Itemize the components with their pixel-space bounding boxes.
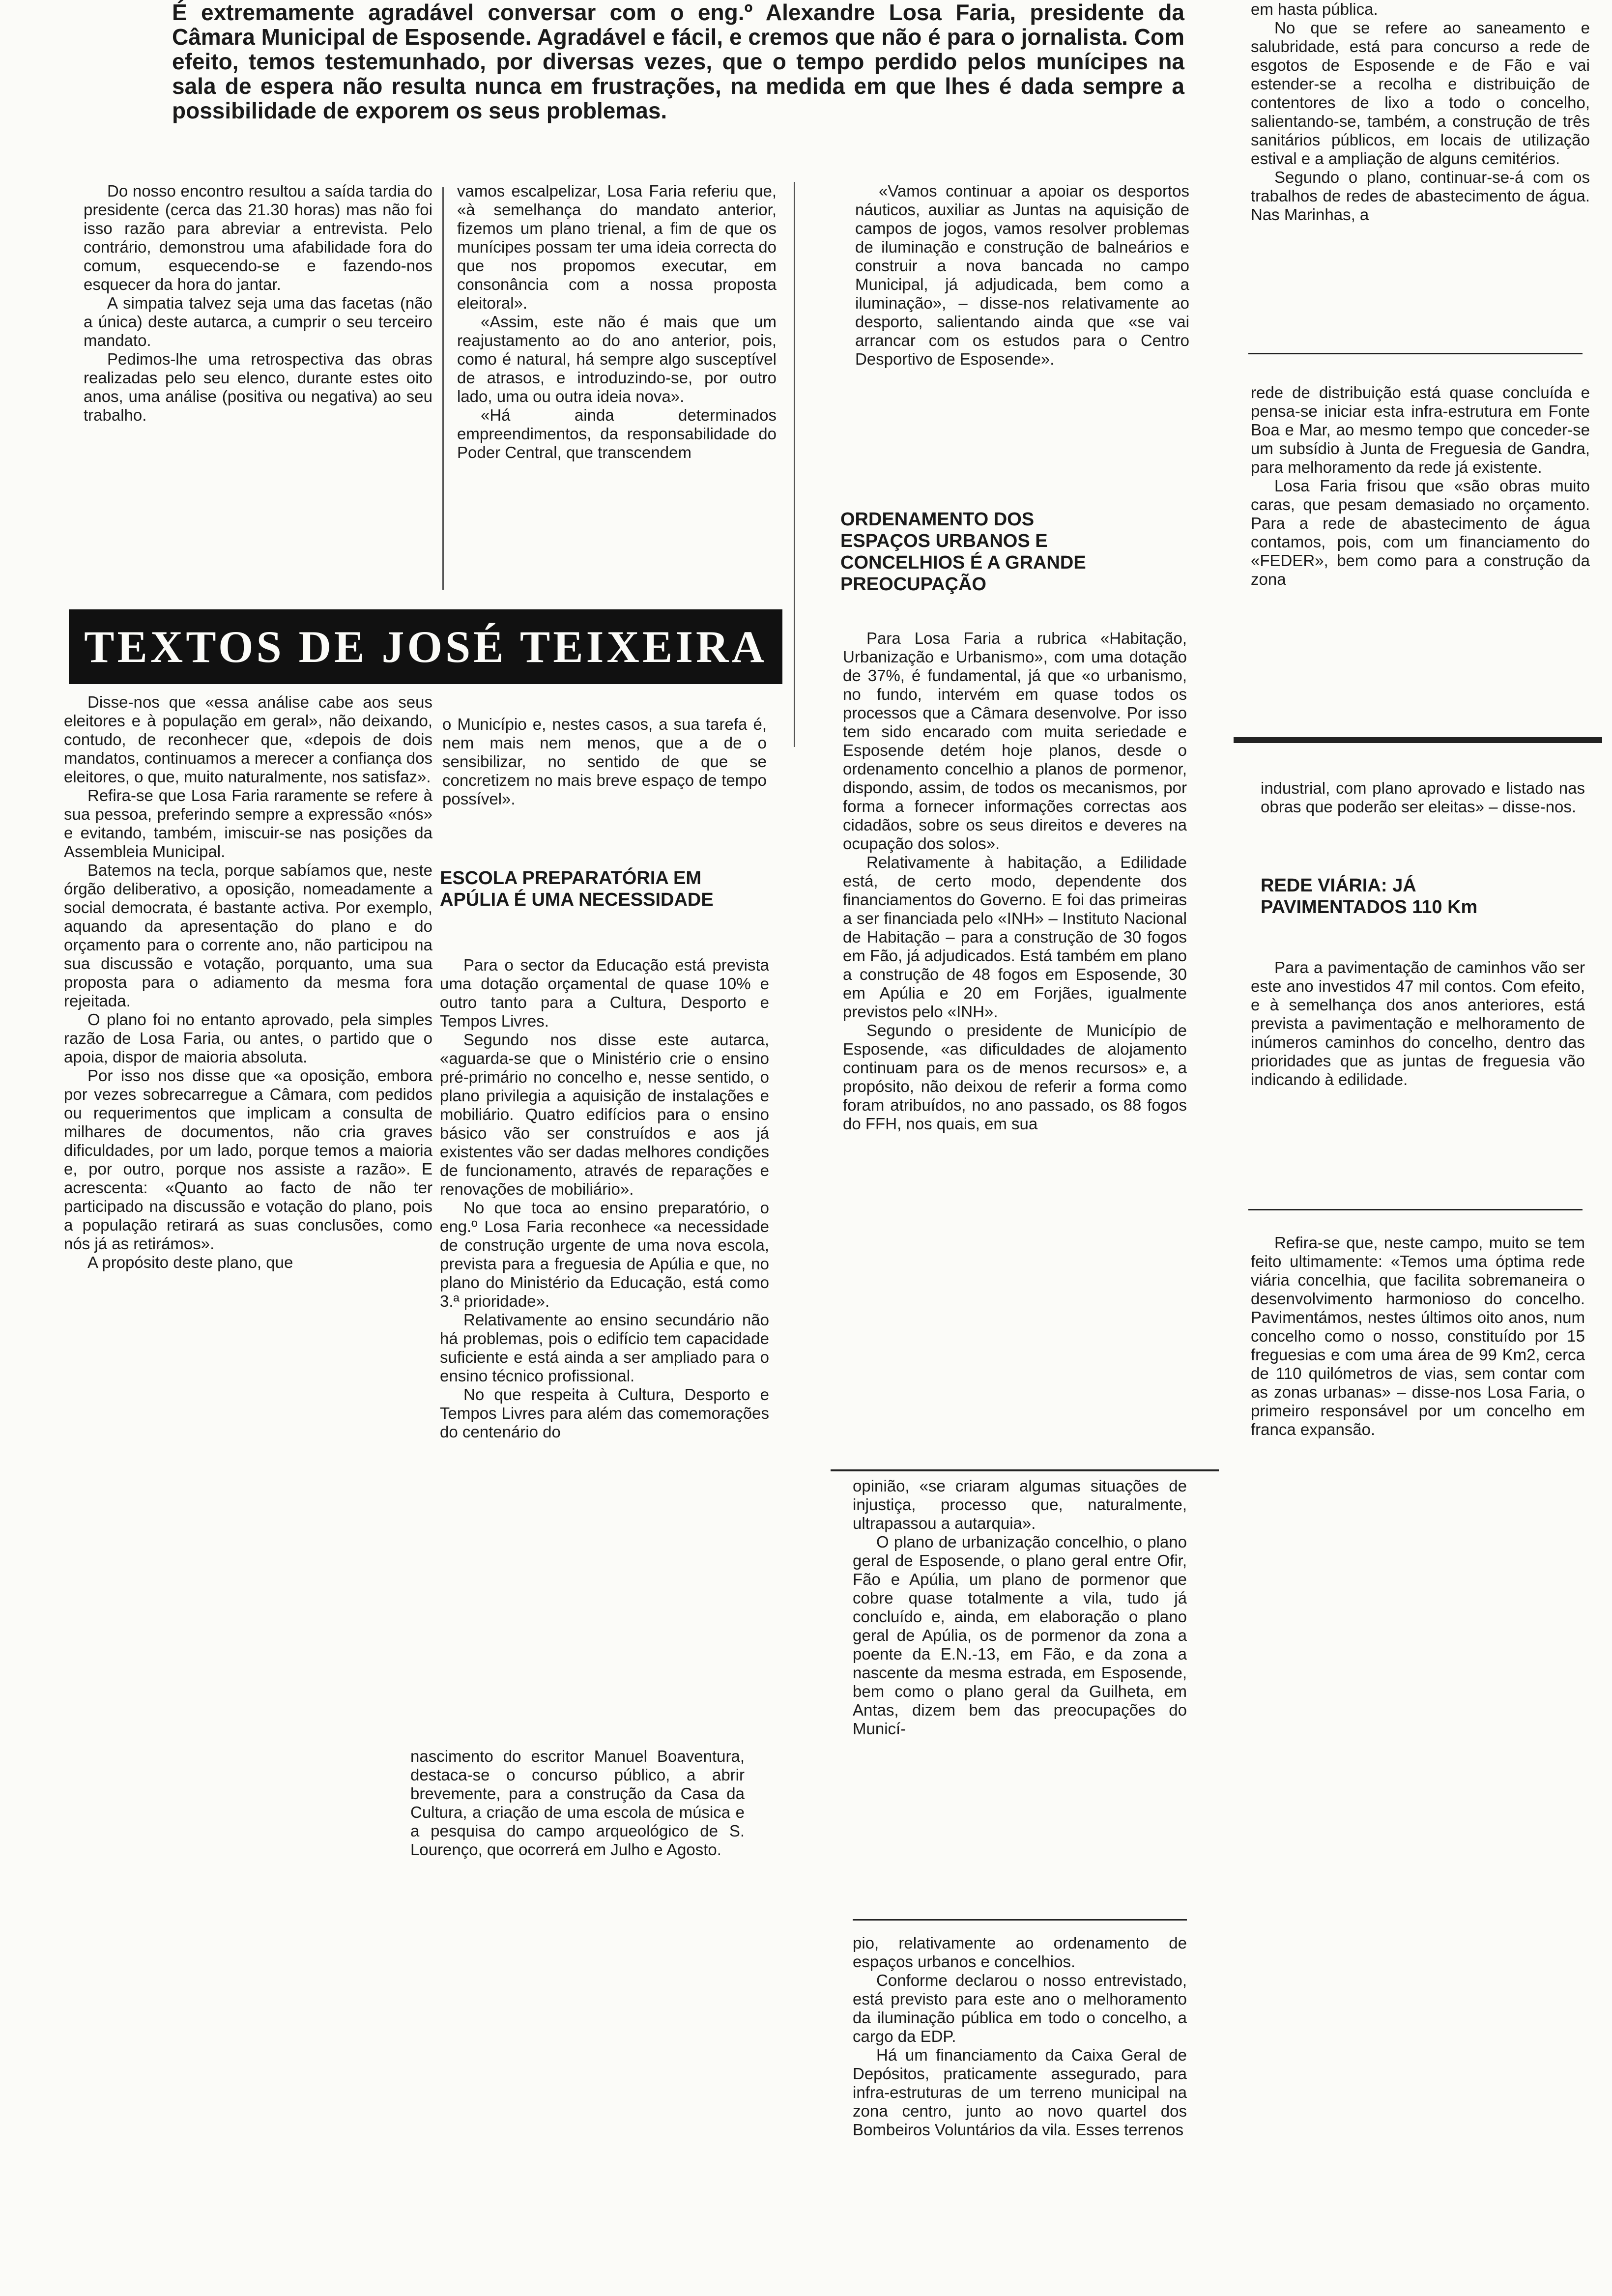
paragraph: Do nosso encontro resultou a saída tardia do presidente (cerca das 21.30 horas) mas não foi isso razão para abreviar a entrevista. Pelo contrário, demonstrou uma afabilidade fora do comum, esquecendo-se e fazendo-nos esquecer da hora do jantar.: [84, 182, 432, 293]
paragraph: Segundo o plano, continuar-se-á com os trabalhos de redes de abastecimento de água. Nas Marinhas, a: [1251, 168, 1590, 224]
paragraph: Há um financiamento da Caixa Geral de Depósitos, praticamente assegurado, para infra-estruturas de um terreno municipal na zona centro, junto ao novo quartel dos Bombeiros Voluntários da vila. Esses terrenos: [853, 2046, 1187, 2139]
column-2-top: [457, 182, 777, 462]
section-rule: [831, 1469, 1219, 1471]
paragraph: Para a pavimentação de caminhos vão ser este ano investidos 47 mil contos. Com efeito, e à semelhança dos anos anteriores, está prevista a pavimentação e melhoramento de inúmeros caminhos do concelho, dentro das prioridades que as juntas de freguesia vão indicando à edilidade.: [1251, 958, 1585, 1089]
paragraph: vamos escalpelizar, Losa Faria referiu que, «à semelhança do mandato anterior, fizemos um plano trienal, a fim de que os munícipes possam ter uma ideia correcta do que nos propomos executar, em consonância com a nossa proposta eleitoral».: [457, 182, 777, 312]
paragraph: em hasta pública.: [1251, 0, 1378, 18]
column-2-bottom-c: [410, 1747, 745, 1859]
column-3-middle: [843, 629, 1187, 1133]
paragraph: Disse-nos que «essa análise cabe aos seus eleitores e à população em geral», não deixando, contudo, de reconhecer que, «depois de dois mandatos, continuamos a merecer a confiança dos eleitores, o que, muito naturalmente, nos satisfaz».: [64, 693, 432, 786]
section-rule: [853, 1919, 1187, 1921]
section-rule-heavy: [1234, 737, 1602, 743]
paragraph: O plano de urbanização concelhio, o plano geral de Esposende, o plano geral entre Ofir, Fão e Apúlia, um plano de pormenor que cobre quase totalmente a vila, tudo já concluído e, ainda, em elaboração o plano geral de Apúlia, os de pormenor da zona a poente da E.N.-13, em Fão, e da zona a nascente da mesma estrada, em Esposende, bem como o plano geral da Guilheta, em Antas, dizem bem das preocupações do Municí-: [853, 1533, 1187, 1738]
column-3-top: [855, 182, 1189, 369]
column-4-bottom-2: [1251, 958, 1585, 1089]
column-4-bottom-3: [1251, 1234, 1585, 1439]
paragraph: Relativamente ao ensino secundário não há problemas, pois o edifício tem capacidade suficiente e está ainda a ser ampliado para o ensino técnico profissional.: [440, 1311, 769, 1385]
subhead-escola: ESCOLA PREPARATÓRIA EM APÚLIA É UMA NECESSIDADE: [440, 868, 714, 910]
paragraph: Batemos na tecla, porque sabíamos que, neste órgão deliberativo, a oposição, nomeadamente a social democrata, é bastante activa. Por exemplo, aquando da apresentação do plano e do orçamento para o corrente ano, não participou na sua discussão e votação, porquanto, uma sua proposta para o adiamento da mesma fora rejeitada.: [64, 861, 432, 1010]
paragraph: A propósito deste plano, que: [87, 1253, 293, 1271]
column-1-bottom: [64, 693, 432, 1272]
paragraph: O plano foi no entanto aprovado, pela simples razão de Losa Faria, ou antes, o partido que o apoia, dispor de maioria absoluta.: [64, 1010, 432, 1066]
paragraph: o Município e, nestes casos, a sua tarefa é, nem mais nem menos, que a de o sensibilizar, no sentido de que se concretizem no mais breve espaço de tempo possível».: [442, 715, 767, 808]
paragraph: industrial, com plano aprovado e listado nas obras que poderão ser eleitas» – disse-nos.: [1261, 779, 1585, 816]
paragraph: Por isso nos disse que «a oposição, embora por vezes sobrecarregue a Câmara, com pedidos ou requerimentos que implicam a consulta de milhares de documentos, não cria graves dificuldades, por um lado, porque temos a maioria e, por outro, porque nos assiste a razão». E acrescenta: «Quanto ao facto de não ter participado na discussão e votação do plano, pois a população retirará as suas conclusões, como nós já as retirámos».: [64, 1066, 432, 1253]
paragraph: Para o sector da Educação está prevista uma dotação orçamental de quase 10% e outro tanto para a Cultura, Desporto e Tempos Livres.: [440, 956, 769, 1030]
paragraph: Relativamente à habitação, a Edilidade está, de certo modo, dependente dos financiamentos do Governo. E foi das primeiras a ser financiada pelo «INH» – Instituto Nacional de Habitação – para a construção de 30 fogos em Fão, já adjudicados. Está também em plano a construção de 48 fogos em Esposende, 30 em Apúlia e 20 em Forjães, igualmente previstos pelo «INH».: [843, 853, 1187, 1021]
byline-banner: TEXTOS DE JOSÉ TEIXEIRA: [69, 609, 782, 684]
paragraph: Conforme declarou o nosso entrevistado, está previsto para este ano o melhoramento da iluminação pública em todo o concelho, a cargo da EDP.: [853, 1971, 1187, 2045]
subhead-rede-viaria: REDE VIÁRIA: JÁ PAVIMENTADOS 110 Km: [1261, 875, 1478, 918]
paragraph: Refira-se que, neste campo, muito se tem feito ultimamente: «Temos uma óptima rede viária concelhia, que facilita sobremaneira o desenvolvimento harmonioso do concelho. Pavimentámos, nestes últimos oito anos, num concelho como o nosso, constituído por 15 freguesias e com uma área de 99 Km2, cerca de 110 quilómetros de vias, sem contar com as zonas urbanas» – disse-nos Losa Faria, o primeiro responsável por um concelho em franca expansão.: [1251, 1234, 1585, 1438]
paragraph: Losa Faria frisou que «são obras muito caras, que pesam demasiado no orçamento. Para a rede de abastecimento de água contamos, pois, com um financiamento do «FEDER», bem como para a construção da zona: [1251, 477, 1590, 588]
paragraph: Segundo o presidente de Município de Esposende, «as dificuldades de alojamento continuam para os de menos recursos» e, a propósito, não deixou de referir a forma como foram atribuídos, no ano passado, os 88 fogos do FFH, nos quais, em sua: [843, 1021, 1187, 1133]
column-divider: [794, 182, 795, 747]
column-2-bottom-b: [440, 956, 769, 1441]
paragraph: A simpatia talvez seja uma das facetas (não a única) deste autarca, a cumprir o seu terceiro mandato.: [84, 294, 432, 349]
paragraph: Segundo nos disse este autarca, «aguarda-se que o Ministério crie o ensino pré-primário no concelho e, nesse sentido, o plano privilegia a aquisição de instalações e mobiliário. Quatro edifícios para o ensino básico vão ser construídos e aos já existentes vão ser dadas melhores condições de funcionamento, através de reparações e renovações de mobiliário».: [440, 1031, 769, 1198]
column-1-top: [84, 182, 432, 425]
paragraph: No que toca ao ensino preparatório, o eng.º Losa Faria reconhece «a necessidade de construção urgente de uma nova escola, prevista para a freguesia de Apúlia e que, no plano do Ministério da Educação, está como 3.ª prioridade».: [440, 1199, 769, 1310]
section-rule: [1248, 1209, 1583, 1210]
lead-paragraph: É extremamente agradável conversar com o eng.º Alexandre Losa Faria, presidente da Câmara Municipal de Esposende. Agradável e fácil, e cremos que não é para o jornalista. Com efeito, temos testemunhado, por diversas vezes, que o tempo perdido pelos munícipes na sala de espera não resulta nunca em frustrações, na medida em que lhes é dada sempre a possibilidade de exporem os seus problemas.: [172, 0, 1184, 123]
paragraph: No que respeita à Cultura, Desporto e Tempos Livres para além das comemorações do centenário do: [440, 1385, 769, 1441]
paragraph: «Vamos continuar a apoiar os desportos náuticos, auxiliar as Juntas na aquisição de campos de jogos, vamos resolver problemas de iluminação e construção de balneários e construir a nova bancada no campo Municipal, já adjudicada, bem como a iluminação», – disse-nos relativamente ao desporto, salientando ainda que «se vai arrancar com os estudos para o Centro Desportivo de Esposende».: [855, 182, 1189, 368]
paragraph: Para Losa Faria a rubrica «Habitação, Urbanização e Urbanismo», com uma dotação de 37%, é fundamental, já que «o urbanismo, no fundo, intervém em quase todos os processos que a Câmara desenvolve. Por isso tem sido encarado com muita seriedade e Esposende detém hoje planos, desde o ordenamento concelhio a planos de pormenor, dispondo, assim, de todos os mecanismos, por forma a fornecer informações correctas aos cidadãos, sobre os seus direitos e deveres na ocupação dos solos».: [843, 629, 1187, 853]
column-4-top: [1251, 0, 1590, 224]
column-3-bottom-a: [853, 1477, 1187, 1738]
paragraph: «Assim, este não é mais que um reajustamento ao do ano anterior, pois, como é natural, há sempre algo susceptível de atrasos, e introduzindo-se, por outro lado, uma ou outra ideia nova».: [457, 313, 777, 405]
paragraph: No que se refere ao saneamento e salubridade, está para concurso a rede de esgotos de Esposende e de Fão e vai estender-se a recolha e distribuição de contentores de lixo a todo o concelho, salientando-se, também, a construção de três sanitários públicos, em locais de utilização estival e a ampliação de alguns cemitérios.: [1251, 19, 1590, 168]
column-divider: [442, 187, 444, 590]
paragraph: Refira-se que Losa Faria raramente se refere à sua pessoa, preferindo sempre a expressão «nós» e evitando, também, imiscuir-se nas posições da Assembleia Municipal.: [64, 786, 432, 861]
column-4-bottom-1: [1261, 779, 1585, 816]
column-3-bottom-b: [853, 1934, 1187, 2139]
paragraph: opinião, «se criaram algumas situações de injustiça, processo que, naturalmente, ultrapassou a autarquia».: [853, 1477, 1187, 1532]
column-4-mid: [1251, 383, 1590, 589]
paragraph: «Há ainda determinados empreendimentos, da responsabilidade do Poder Central, que transcendem: [457, 406, 777, 461]
paragraph: nascimento do escritor Manuel Boaventura, destaca-se o concurso público, a abrir brevemente, para a construção da Casa da Cultura, a criação de uma escola de música e a pesquisa do campo arqueológico de S. Lourenço, que ocorrerá em Julho e Agosto.: [410, 1747, 745, 1859]
paragraph: pio, relativamente ao ordenamento de espaços urbanos e concelhios.: [853, 1934, 1187, 1971]
subhead-ordenamento: ORDENAMENTO DOS ESPAÇOS URBANOS E CONCELHIOS É A GRANDE PREOCUPAÇÃO: [840, 509, 1086, 595]
section-rule: [1248, 353, 1583, 354]
column-2-bottom-a: [442, 715, 767, 808]
paragraph: rede de distribuição está quase concluída e pensa-se iniciar esta infra-estrutura em Fonte Boa e Mar, ao mesmo tempo que conceder-se um subsídio à Junta de Freguesia de Gandra, para melhoramento da rede já existente.: [1251, 383, 1590, 476]
paragraph: Pedimos-lhe uma retrospectiva das obras realizadas pelo seu elenco, durante estes oito anos, uma análise (positiva ou negativa) ao seu trabalho.: [84, 350, 432, 424]
